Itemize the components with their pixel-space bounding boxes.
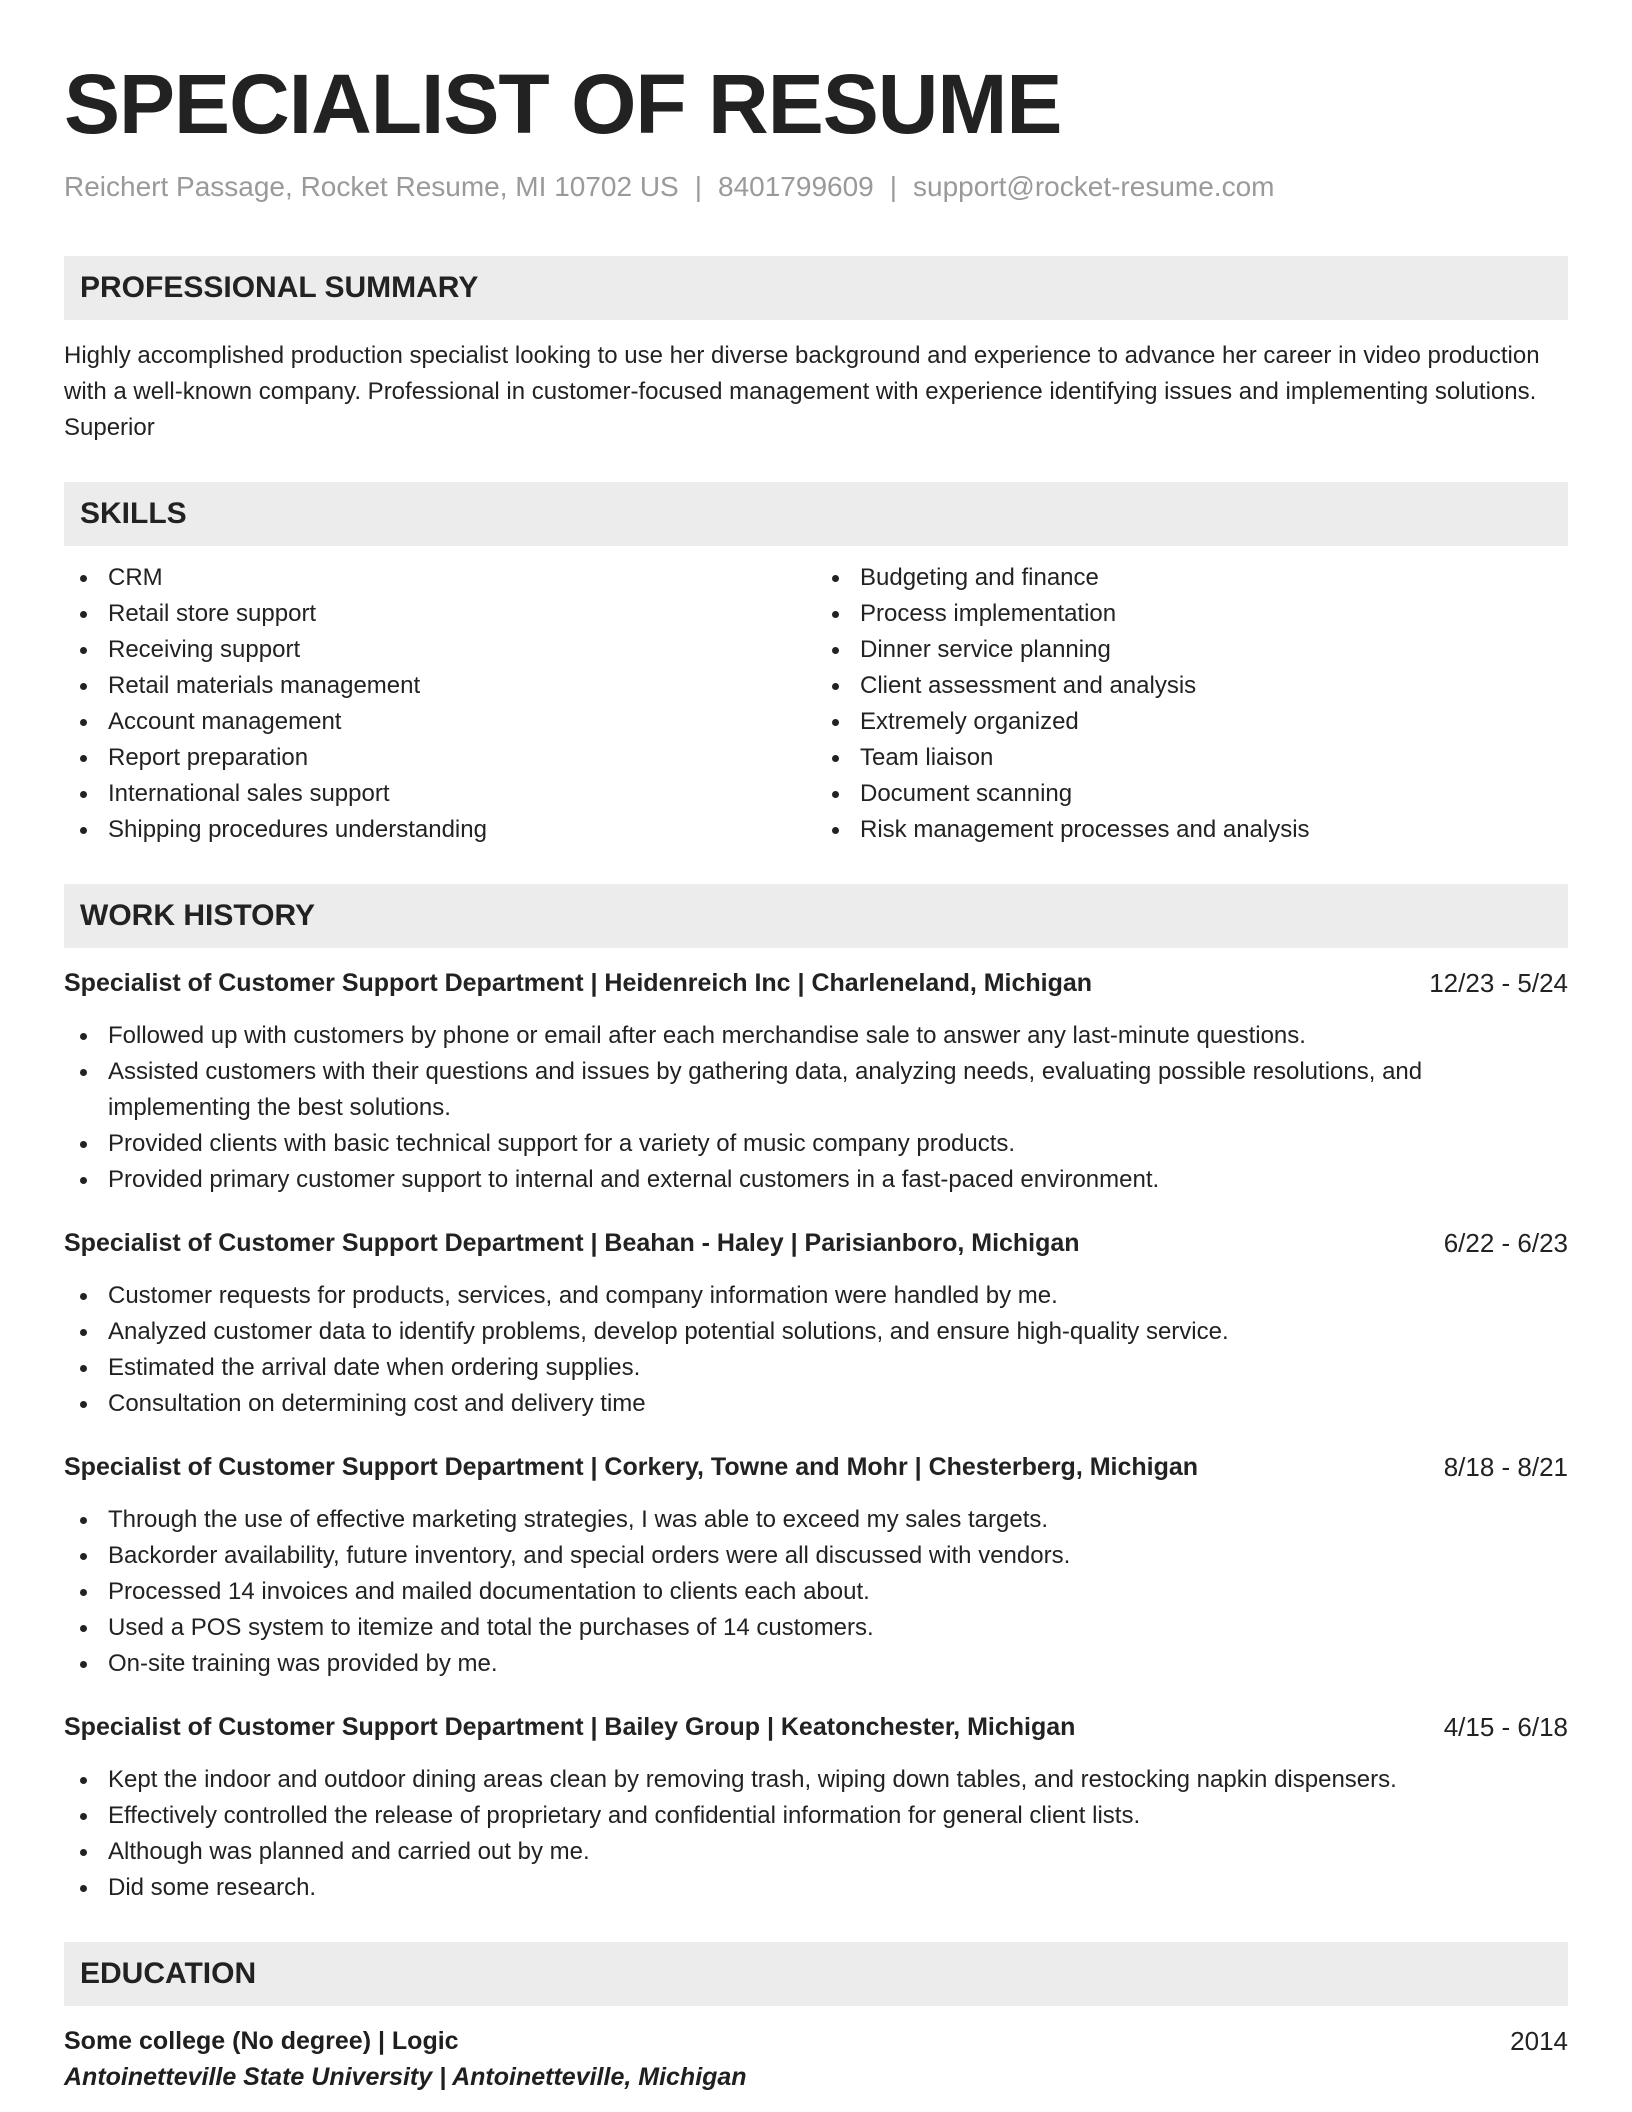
job-title: Specialist of Customer Support Department | Heidenreich Inc | Charleneland, Michigan: [64, 969, 1093, 997]
job-bullet: Followed up with customers by phone or email after each merchandise sale to answer any last-minute questions.: [64, 1018, 1568, 1054]
job-bullet: Used a POS system to itemize and total the purchases of 14 customers.: [64, 1610, 1568, 1646]
education-school: Antoinetteville State University | Antoinetteville, Michigan: [64, 2063, 747, 2091]
job-bullet: Consultation on determining cost and delivery time: [64, 1386, 1568, 1422]
skill-item: Receiving support: [64, 632, 816, 668]
job-bullet: Kept the indoor and outdoor dining areas clean by removing trash, wiping down tables, and restocking napkin dispensers.: [64, 1762, 1568, 1798]
education-entry: [64, 2024, 1568, 2096]
job-bullet: Backorder availability, future inventory, and special orders were all discussed with vendors.: [64, 1538, 1568, 1574]
job-entry: [64, 966, 1568, 1198]
job-bullet: On-site training was provided by me.: [64, 1646, 1568, 1682]
contact-phone: 8401799609: [718, 171, 874, 202]
skill-item: International sales support: [64, 776, 816, 812]
work-history-heading: WORK HISTORY: [64, 884, 1568, 948]
skills-column-left: [64, 560, 816, 848]
summary-text: Highly accomplished production specialist looking to use her diverse background and experience to advance her career in video production with a well-known company. Professional in customer-focused management with experience identifying issues and implementing solutions. Superior: [64, 342, 1540, 441]
job-bullets: [64, 1018, 1568, 1198]
job-dates: 6/22 - 6/23: [1443, 1228, 1568, 1258]
skill-item: Risk management processes and analysis: [816, 812, 1568, 848]
job-entry: [64, 1450, 1568, 1682]
education-year: 2014: [1510, 2026, 1568, 2056]
contact-email: support@rocket-resume.com: [913, 171, 1275, 202]
job-title: Specialist of Customer Support Department | Beahan - Haley | Parisianboro, Michigan: [64, 1229, 1080, 1257]
job-dates: 8/18 - 8/21: [1443, 1452, 1568, 1482]
summary-heading: PROFESSIONAL SUMMARY: [64, 256, 1568, 320]
resume-name: SPECIALIST OF RESUME: [64, 57, 1062, 151]
skill-item: Team liaison: [816, 740, 1568, 776]
job-bullet: Processed 14 invoices and mailed documentation to clients each about.: [64, 1574, 1568, 1610]
skill-item: Document scanning: [816, 776, 1568, 812]
job-bullet: Assisted customers with their questions and issues by gathering data, analyzing needs, evaluating possible resolutions, and implementing the best solutions.: [64, 1054, 1568, 1126]
job-title: Specialist of Customer Support Department | Bailey Group | Keatonchester, Michigan: [64, 1713, 1076, 1741]
skill-item: Retail store support: [64, 596, 816, 632]
job-bullet: Effectively controlled the release of proprietary and confidential information for general client lists.: [64, 1798, 1568, 1834]
skill-item: CRM: [64, 560, 816, 596]
job-dates: 4/15 - 6/18: [1443, 1712, 1568, 1742]
contact-line: [64, 170, 1568, 204]
skill-item: Client assessment and analysis: [816, 668, 1568, 704]
skill-item: Report preparation: [64, 740, 816, 776]
skill-item: Account management: [64, 704, 816, 740]
job-bullet: Although was planned and carried out by me.: [64, 1834, 1568, 1870]
job-entry: [64, 1226, 1568, 1422]
job-bullet: Provided primary customer support to internal and external customers in a fast-paced environment.: [64, 1162, 1568, 1198]
job-bullets: [64, 1278, 1568, 1422]
job-bullets: [64, 1762, 1568, 1906]
skill-item: Dinner service planning: [816, 632, 1568, 668]
job-bullet: Provided clients with basic technical support for a variety of music company products.: [64, 1126, 1568, 1162]
job-title: Specialist of Customer Support Department | Corkery, Towne and Mohr | Chesterberg, Michigan: [64, 1453, 1199, 1481]
contact-address: Reichert Passage, Rocket Resume, MI 10702 US: [64, 171, 679, 202]
skill-item: Process implementation: [816, 596, 1568, 632]
education-degree: Some college (No degree) | Logic: [64, 2027, 459, 2055]
skills-column-right: [816, 560, 1568, 848]
skills-heading: SKILLS: [64, 482, 1568, 546]
skill-item: Budgeting and finance: [816, 560, 1568, 596]
job-bullet: Analyzed customer data to identify problems, develop potential solutions, and ensure high-quality service.: [64, 1314, 1568, 1350]
contact-separator: |: [694, 171, 703, 202]
job-bullet: Estimated the arrival date when ordering supplies.: [64, 1350, 1568, 1386]
contact-separator: |: [889, 171, 898, 202]
skill-item: Extremely organized: [816, 704, 1568, 740]
skill-item: Shipping procedures understanding: [64, 812, 816, 848]
skills-list: [64, 560, 1568, 848]
job-bullets: [64, 1502, 1568, 1682]
education-heading: EDUCATION: [64, 1942, 1568, 2006]
job-dates: 12/23 - 5/24: [1429, 968, 1568, 998]
job-entry: [64, 1710, 1568, 1906]
job-bullet: Did some research.: [64, 1870, 1568, 1906]
job-bullet: Customer requests for products, services, and company information were handled by me.: [64, 1278, 1568, 1314]
job-bullet: Through the use of effective marketing strategies, I was able to exceed my sales targets.: [64, 1502, 1568, 1538]
skill-item: Retail materials management: [64, 668, 816, 704]
